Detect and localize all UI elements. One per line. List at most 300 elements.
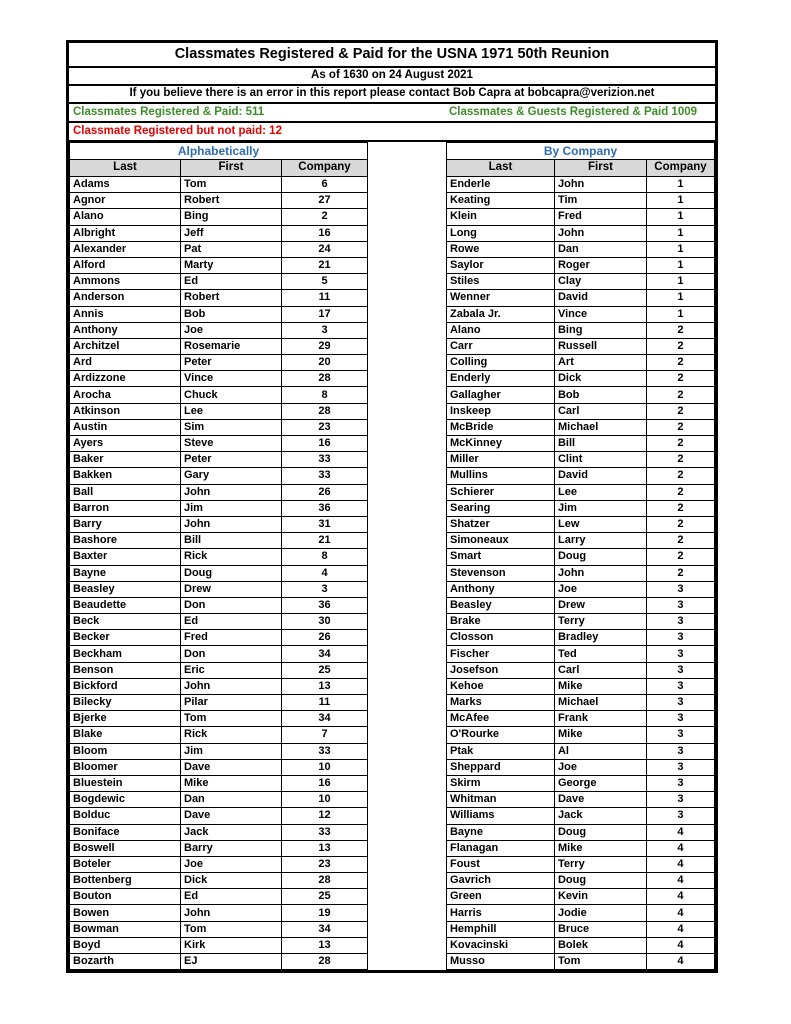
first-name-cell: George xyxy=(554,775,646,791)
table-row xyxy=(446,500,714,516)
table-row xyxy=(70,322,368,338)
last-name-cell: Beaudette xyxy=(70,597,181,613)
first-name-cell: Michael xyxy=(554,419,646,435)
table-row xyxy=(446,177,714,193)
first-name-cell: Dick xyxy=(554,371,646,387)
first-name-cell: John xyxy=(181,905,282,921)
first-name-cell: John xyxy=(554,225,646,241)
last-name-cell: Boniface xyxy=(70,824,181,840)
section-title-alphabetically: Alphabetically xyxy=(70,143,368,160)
table-row xyxy=(70,306,368,322)
last-name-cell: Boswell xyxy=(70,840,181,856)
company-cell: 1 xyxy=(646,225,714,241)
first-name-cell: Drew xyxy=(554,597,646,613)
section-title-by-company: By Company xyxy=(446,143,714,160)
company-cell: 2 xyxy=(646,500,714,516)
first-name-cell: Bill xyxy=(554,436,646,452)
table-row xyxy=(446,759,714,775)
first-name-cell: Bradley xyxy=(554,630,646,646)
company-cell: 19 xyxy=(282,905,368,921)
company-cell: 3 xyxy=(646,808,714,824)
company-cell: 16 xyxy=(282,225,368,241)
last-name-cell: Bogdewic xyxy=(70,792,181,808)
company-cell: 1 xyxy=(646,257,714,273)
company-cell: 4 xyxy=(646,840,714,856)
company-cell: 27 xyxy=(282,193,368,209)
first-name-cell: Ed xyxy=(181,274,282,290)
table-row xyxy=(70,274,368,290)
table-row xyxy=(446,209,714,225)
first-name-cell: Bob xyxy=(181,306,282,322)
last-name-cell: Ardizzone xyxy=(70,371,181,387)
first-name-cell: Joe xyxy=(181,856,282,872)
last-name-cell: Barry xyxy=(70,516,181,532)
first-name-cell: Jim xyxy=(181,743,282,759)
company-cell: 2 xyxy=(646,322,714,338)
last-name-cell: Marks xyxy=(446,695,554,711)
first-name-cell: Doug xyxy=(554,824,646,840)
table-row xyxy=(70,662,368,678)
company-cell: 4 xyxy=(646,873,714,889)
table-row xyxy=(446,937,714,953)
table-row xyxy=(446,225,714,241)
table-row xyxy=(70,565,368,581)
first-name-cell: Tim xyxy=(554,193,646,209)
first-name-cell: Clay xyxy=(554,274,646,290)
last-name-cell: Albright xyxy=(70,225,181,241)
column-header-row xyxy=(70,160,368,177)
table-row xyxy=(446,403,714,419)
last-name-cell: Bakken xyxy=(70,468,181,484)
company-cell: 30 xyxy=(282,614,368,630)
company-cell: 3 xyxy=(646,678,714,694)
tables-zone xyxy=(69,142,715,970)
table-row xyxy=(70,678,368,694)
first-name-cell: Lew xyxy=(554,516,646,532)
company-cell: 1 xyxy=(646,274,714,290)
company-cell: 2 xyxy=(646,452,714,468)
last-name-cell: Bloom xyxy=(70,743,181,759)
company-cell: 1 xyxy=(646,306,714,322)
last-name-cell: McAfee xyxy=(446,711,554,727)
table-row xyxy=(446,419,714,435)
table-row xyxy=(70,873,368,889)
table-row xyxy=(446,581,714,597)
company-cell: 4 xyxy=(646,937,714,953)
company-cell: 8 xyxy=(282,549,368,565)
first-name-cell: Bolek xyxy=(554,937,646,953)
company-cell: 3 xyxy=(646,792,714,808)
column-header-first: First xyxy=(181,160,282,177)
last-name-cell: Beasley xyxy=(446,597,554,613)
table-row xyxy=(70,436,368,452)
first-name-cell: Dan xyxy=(181,792,282,808)
first-name-cell: Bob xyxy=(554,387,646,403)
first-name-cell: Ed xyxy=(181,614,282,630)
first-name-cell: Peter xyxy=(181,355,282,371)
last-name-cell: Alano xyxy=(70,209,181,225)
last-name-cell: Closson xyxy=(446,630,554,646)
table-row xyxy=(70,792,368,808)
first-name-cell: Chuck xyxy=(181,387,282,403)
first-name-cell: Robert xyxy=(181,193,282,209)
last-name-cell: Enderle xyxy=(446,177,554,193)
first-name-cell: Dave xyxy=(181,808,282,824)
first-name-cell: Rick xyxy=(181,727,282,743)
table-row xyxy=(70,209,368,225)
first-name-cell: Kirk xyxy=(181,937,282,953)
last-name-cell: Bickford xyxy=(70,678,181,694)
table-row xyxy=(70,355,368,371)
first-name-cell: Joe xyxy=(181,322,282,338)
last-name-cell: Becker xyxy=(70,630,181,646)
company-cell: 10 xyxy=(282,759,368,775)
last-name-cell: Williams xyxy=(446,808,554,824)
company-cell: 2 xyxy=(646,371,714,387)
company-cell: 16 xyxy=(282,436,368,452)
table-row xyxy=(446,824,714,840)
last-name-cell: Enderly xyxy=(446,371,554,387)
first-name-cell: Carl xyxy=(554,403,646,419)
last-name-cell: Shatzer xyxy=(446,516,554,532)
first-name-cell: Joe xyxy=(554,581,646,597)
page-title: Classmates Registered & Paid for the USNA 1971 50th Reunion xyxy=(69,43,715,68)
last-name-cell: Bloomer xyxy=(70,759,181,775)
company-cell: 3 xyxy=(646,775,714,791)
company-cell: 3 xyxy=(646,711,714,727)
table-row xyxy=(70,581,368,597)
company-cell: 34 xyxy=(282,711,368,727)
first-name-cell: Lee xyxy=(554,484,646,500)
last-name-cell: Adams xyxy=(70,177,181,193)
first-name-cell: Ed xyxy=(181,889,282,905)
table-row xyxy=(446,306,714,322)
company-cell: 33 xyxy=(282,468,368,484)
company-cell: 33 xyxy=(282,824,368,840)
last-name-cell: Rowe xyxy=(446,241,554,257)
last-name-cell: McBride xyxy=(446,419,554,435)
table-row xyxy=(70,338,368,354)
first-name-cell: Mike xyxy=(554,678,646,694)
first-name-cell: Bing xyxy=(181,209,282,225)
company-cell: 3 xyxy=(646,662,714,678)
company-cell: 7 xyxy=(282,727,368,743)
last-name-cell: Fischer xyxy=(446,646,554,662)
first-name-cell: Doug xyxy=(181,565,282,581)
table-row xyxy=(446,889,714,905)
company-cell: 34 xyxy=(282,646,368,662)
company-cell: 25 xyxy=(282,889,368,905)
last-name-cell: Beckham xyxy=(70,646,181,662)
registration-counts-row xyxy=(69,104,715,123)
company-cell: 2 xyxy=(646,436,714,452)
first-name-cell: Don xyxy=(181,646,282,662)
table-row xyxy=(70,371,368,387)
not-paid-count-row xyxy=(69,123,715,142)
by-company-table xyxy=(446,142,715,970)
table-row xyxy=(446,436,714,452)
company-cell: 2 xyxy=(282,209,368,225)
company-cell: 4 xyxy=(646,856,714,872)
last-name-cell: Benson xyxy=(70,662,181,678)
first-name-cell: Larry xyxy=(554,533,646,549)
table-row xyxy=(446,792,714,808)
last-name-cell: Bowman xyxy=(70,921,181,937)
first-name-cell: Jack xyxy=(181,824,282,840)
company-cell: 2 xyxy=(646,516,714,532)
table-row xyxy=(70,225,368,241)
first-name-cell: Jack xyxy=(554,808,646,824)
table-row xyxy=(70,695,368,711)
first-name-cell: Al xyxy=(554,743,646,759)
table-row xyxy=(70,516,368,532)
company-cell: 13 xyxy=(282,937,368,953)
company-cell: 4 xyxy=(282,565,368,581)
first-name-cell: Mike xyxy=(554,727,646,743)
table-row xyxy=(446,322,714,338)
company-cell: 23 xyxy=(282,419,368,435)
first-name-cell: John xyxy=(181,516,282,532)
table-row xyxy=(446,549,714,565)
first-name-cell: Jim xyxy=(181,500,282,516)
first-name-cell: Frank xyxy=(554,711,646,727)
company-cell: 10 xyxy=(282,792,368,808)
company-cell: 11 xyxy=(282,290,368,306)
last-name-cell: Bayne xyxy=(446,824,554,840)
last-name-cell: Smart xyxy=(446,549,554,565)
table-row xyxy=(70,597,368,613)
table-row xyxy=(70,824,368,840)
last-name-cell: Blake xyxy=(70,727,181,743)
first-name-cell: Terry xyxy=(554,614,646,630)
company-cell: 1 xyxy=(646,290,714,306)
first-name-cell: Pat xyxy=(181,241,282,257)
company-cell: 28 xyxy=(282,403,368,419)
first-name-cell: Dave xyxy=(181,759,282,775)
first-name-cell: Gary xyxy=(181,468,282,484)
alphabetical-table xyxy=(69,142,368,970)
first-name-cell: Vince xyxy=(181,371,282,387)
last-name-cell: Mullins xyxy=(446,468,554,484)
last-name-cell: Alano xyxy=(446,322,554,338)
last-name-cell: Gavrich xyxy=(446,873,554,889)
table-row xyxy=(70,840,368,856)
table-row xyxy=(70,241,368,257)
first-name-cell: Jodie xyxy=(554,905,646,921)
company-cell: 3 xyxy=(646,759,714,775)
last-name-cell: Atkinson xyxy=(70,403,181,419)
last-name-cell: Flanagan xyxy=(446,840,554,856)
first-name-cell: Tom xyxy=(554,954,646,970)
last-name-cell: Ammons xyxy=(70,274,181,290)
last-name-cell: Keating xyxy=(446,193,554,209)
table-row xyxy=(70,290,368,306)
last-name-cell: Carr xyxy=(446,338,554,354)
last-name-cell: Colling xyxy=(446,355,554,371)
last-name-cell: Simoneaux xyxy=(446,533,554,549)
as-of-date: As of 1630 on 24 August 2021 xyxy=(69,68,715,86)
table-row xyxy=(446,355,714,371)
company-cell: 2 xyxy=(646,403,714,419)
last-name-cell: Anthony xyxy=(446,581,554,597)
last-name-cell: Anderson xyxy=(70,290,181,306)
first-name-cell: Marty xyxy=(181,257,282,273)
last-name-cell: McKinney xyxy=(446,436,554,452)
last-name-cell: Bottenberg xyxy=(70,873,181,889)
table-row xyxy=(446,533,714,549)
registered-paid-count: Classmates Registered & Paid: 511 xyxy=(73,105,265,118)
company-cell: 11 xyxy=(282,695,368,711)
first-name-cell: Bing xyxy=(554,322,646,338)
table-row xyxy=(446,614,714,630)
table-row xyxy=(70,727,368,743)
first-name-cell: Sim xyxy=(181,419,282,435)
first-name-cell: David xyxy=(554,290,646,306)
company-cell: 28 xyxy=(282,954,368,970)
table-row xyxy=(70,403,368,419)
table-row xyxy=(446,484,714,500)
company-cell: 2 xyxy=(646,468,714,484)
company-cell: 26 xyxy=(282,630,368,646)
table-row xyxy=(446,695,714,711)
company-cell: 8 xyxy=(282,387,368,403)
table-row xyxy=(446,775,714,791)
table-row xyxy=(446,241,714,257)
last-name-cell: Bayne xyxy=(70,565,181,581)
company-cell: 4 xyxy=(646,921,714,937)
company-cell: 4 xyxy=(646,905,714,921)
company-cell: 23 xyxy=(282,856,368,872)
first-name-cell: John xyxy=(554,177,646,193)
company-cell: 2 xyxy=(646,355,714,371)
company-cell: 4 xyxy=(646,824,714,840)
first-name-cell: Fred xyxy=(181,630,282,646)
last-name-cell: Saylor xyxy=(446,257,554,273)
table-row xyxy=(70,387,368,403)
company-cell: 3 xyxy=(646,581,714,597)
company-cell: 33 xyxy=(282,743,368,759)
last-name-cell: Beasley xyxy=(70,581,181,597)
last-name-cell: Brake xyxy=(446,614,554,630)
company-cell: 21 xyxy=(282,533,368,549)
company-cell: 1 xyxy=(646,177,714,193)
company-cell: 13 xyxy=(282,840,368,856)
company-cell: 3 xyxy=(646,646,714,662)
first-name-cell: Roger xyxy=(554,257,646,273)
company-cell: 1 xyxy=(646,193,714,209)
last-name-cell: Bjerke xyxy=(70,711,181,727)
company-cell: 2 xyxy=(646,565,714,581)
by-company-table-body xyxy=(446,177,714,970)
last-name-cell: Bowen xyxy=(70,905,181,921)
table-row xyxy=(446,646,714,662)
company-cell: 29 xyxy=(282,338,368,354)
last-name-cell: Arocha xyxy=(70,387,181,403)
section-title-row xyxy=(446,143,714,160)
company-cell: 20 xyxy=(282,355,368,371)
table-row xyxy=(70,177,368,193)
last-name-cell: Kovacinski xyxy=(446,937,554,953)
last-name-cell: Bozarth xyxy=(70,954,181,970)
first-name-cell: Dick xyxy=(181,873,282,889)
first-name-cell: EJ xyxy=(181,954,282,970)
company-cell: 4 xyxy=(646,954,714,970)
first-name-cell: Bruce xyxy=(554,921,646,937)
last-name-cell: Hemphill xyxy=(446,921,554,937)
table-row xyxy=(70,856,368,872)
table-row xyxy=(446,371,714,387)
last-name-cell: Bouton xyxy=(70,889,181,905)
company-cell: 25 xyxy=(282,662,368,678)
table-row xyxy=(446,856,714,872)
registered-not-paid-count: Classmate Registered but not paid: 12 xyxy=(73,124,282,137)
last-name-cell: Beck xyxy=(70,614,181,630)
last-name-cell: Musso xyxy=(446,954,554,970)
last-name-cell: Bluestein xyxy=(70,775,181,791)
first-name-cell: Fred xyxy=(554,209,646,225)
table-row xyxy=(446,727,714,743)
company-cell: 34 xyxy=(282,921,368,937)
last-name-cell: Austin xyxy=(70,419,181,435)
last-name-cell: Zabala Jr. xyxy=(446,306,554,322)
first-name-cell: Carl xyxy=(554,662,646,678)
table-row xyxy=(70,711,368,727)
company-cell: 3 xyxy=(282,322,368,338)
first-name-cell: Ted xyxy=(554,646,646,662)
first-name-cell: Pilar xyxy=(181,695,282,711)
company-cell: 3 xyxy=(646,695,714,711)
first-name-cell: David xyxy=(554,468,646,484)
table-row xyxy=(446,840,714,856)
column-header-row xyxy=(446,160,714,177)
table-row xyxy=(446,873,714,889)
table-row xyxy=(70,419,368,435)
first-name-cell: Art xyxy=(554,355,646,371)
company-cell: 31 xyxy=(282,516,368,532)
table-row xyxy=(446,274,714,290)
last-name-cell: Long xyxy=(446,225,554,241)
column-header-last: Last xyxy=(70,160,181,177)
table-row xyxy=(70,759,368,775)
table-row xyxy=(446,921,714,937)
last-name-cell: Schierer xyxy=(446,484,554,500)
last-name-cell: Agnor xyxy=(70,193,181,209)
first-name-cell: Mike xyxy=(554,840,646,856)
last-name-cell: Ard xyxy=(70,355,181,371)
last-name-cell: Kehoe xyxy=(446,678,554,694)
first-name-cell: Peter xyxy=(181,452,282,468)
first-name-cell: Terry xyxy=(554,856,646,872)
company-cell: 3 xyxy=(646,630,714,646)
table-row xyxy=(70,549,368,565)
first-name-cell: Rick xyxy=(181,549,282,565)
last-name-cell: Searing xyxy=(446,500,554,516)
company-cell: 2 xyxy=(646,387,714,403)
last-name-cell: Ayers xyxy=(70,436,181,452)
first-name-cell: John xyxy=(181,678,282,694)
table-row xyxy=(446,711,714,727)
company-cell: 6 xyxy=(282,177,368,193)
table-row xyxy=(446,565,714,581)
table-row xyxy=(70,889,368,905)
table-row xyxy=(70,614,368,630)
first-name-cell: Jim xyxy=(554,500,646,516)
table-row xyxy=(446,630,714,646)
first-name-cell: Mike xyxy=(181,775,282,791)
company-cell: 12 xyxy=(282,808,368,824)
table-row xyxy=(446,387,714,403)
company-cell: 5 xyxy=(282,274,368,290)
